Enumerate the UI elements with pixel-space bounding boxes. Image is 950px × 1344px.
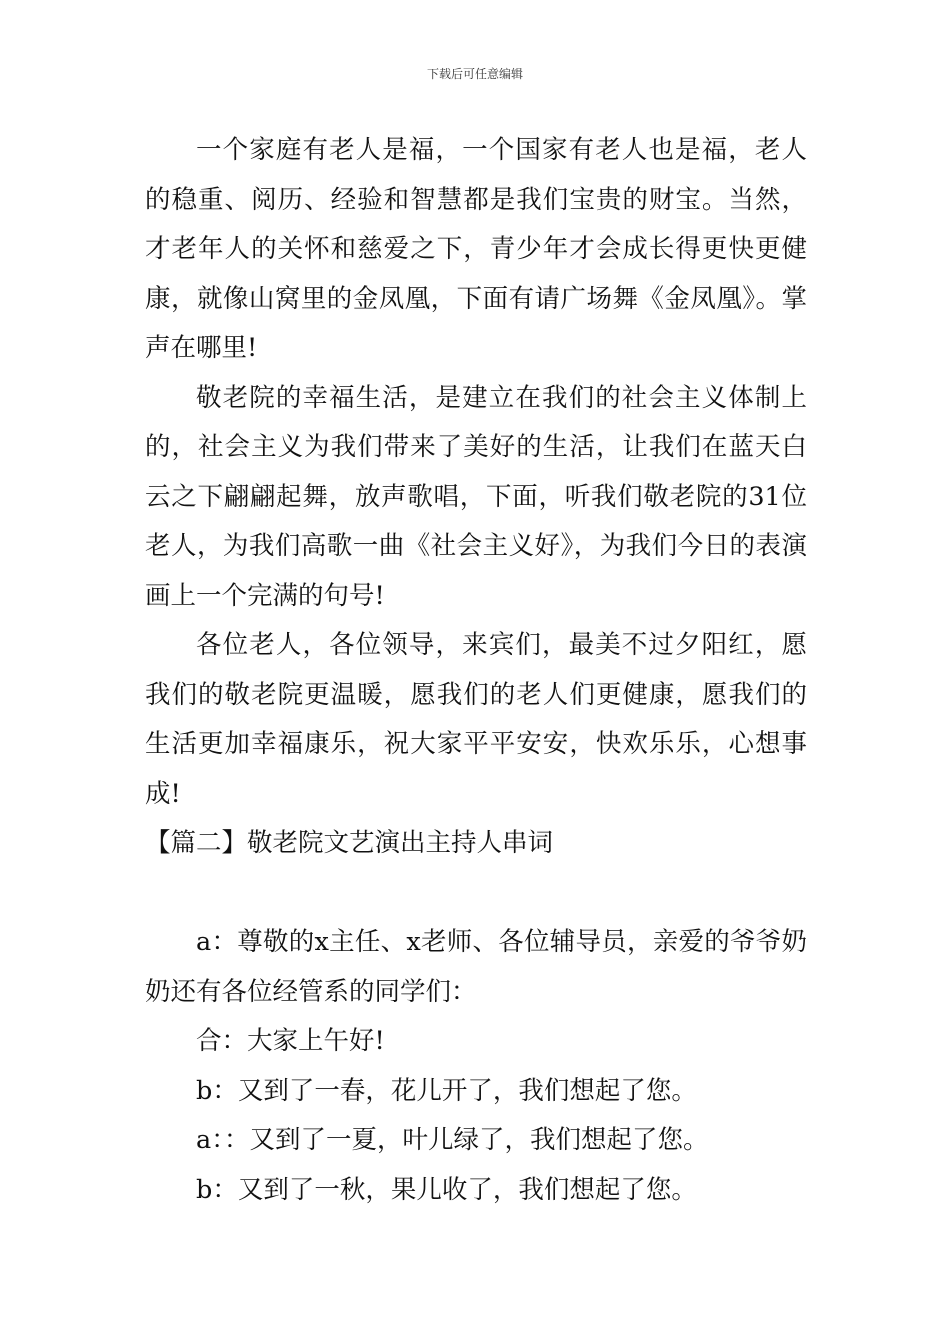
dialogue-line-1: a：尊敬的x主任、x老师、各位辅导员，亲爱的爷爷奶奶还有各位经管系的同学们： bbox=[145, 927, 807, 1007]
dialogue-line-5: b：又到了一秋，果儿收了，我们想起了您。 bbox=[196, 1174, 697, 1205]
dialogue-line-4: a：：又到了一夏，叶儿绿了，我们想起了您。 bbox=[196, 1125, 709, 1155]
dialogue-line-3: b：又到了一春，花儿开了，我们想起了您。 bbox=[196, 1075, 697, 1106]
page-header: 下载后可任意编辑 bbox=[426, 67, 523, 81]
paragraph-1: 一个家庭有老人是福，一个国家有老人也是福，老人的稳重、阅历、经验和智慧都是我们宝贵的财宝。当然，才老年人的关怀和慈爱之下，青少年才会成长得更快更健康，就像山窝里的金凤凰，下面有请广场舞《金凤凰》。掌声在哪里! bbox=[145, 135, 807, 363]
blank-line bbox=[145, 869, 807, 919]
dialogue-line-2: 合：大家上午好! bbox=[196, 1026, 385, 1056]
document-body bbox=[145, 126, 807, 1215]
paragraph-3: 各位老人，各位领导，来宾们，最美不过夕阳红，愿我们的敬老院更温暖，愿我们的老人们更健康，愿我们的生活更加幸福康乐，祝大家平平安安，快欢乐乐，心想事成! bbox=[145, 630, 807, 809]
paragraph-2: 敬老院的幸福生活，是建立在我们的社会主义体制上的，社会主义为我们带来了美好的生活，让我们在蓝天白云之下翩翩起舞，放声歌唱，下面，听我们敬老院的31位老人，为我们高歌一曲《社会主义好》，为我们今日的表演画上一个完满的句号! bbox=[145, 382, 807, 611]
section-heading: 【篇二】敬老院文艺演出主持人串词 bbox=[145, 828, 554, 858]
